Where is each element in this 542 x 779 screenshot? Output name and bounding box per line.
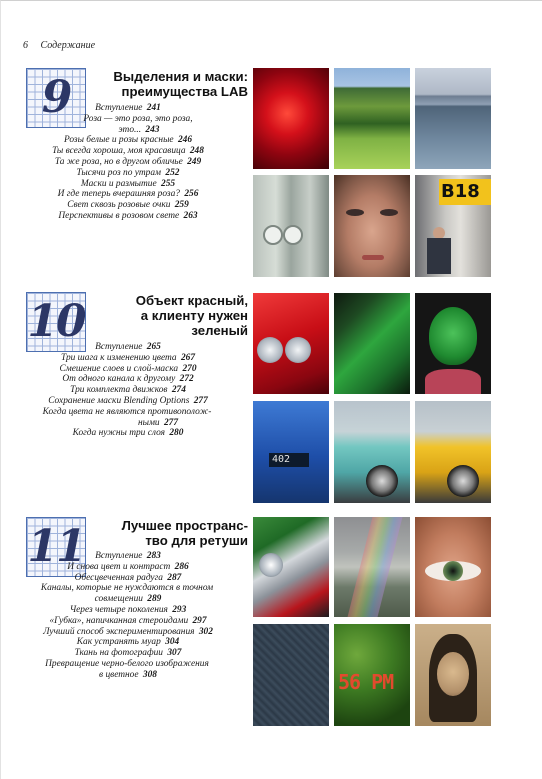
toc-list bbox=[10, 342, 246, 439]
photo-car-grille bbox=[253, 517, 329, 617]
chapter-title[interactable] bbox=[92, 293, 248, 338]
toc-entry[interactable]: Когда цвета не являются противополож- bbox=[42, 406, 212, 417]
toc-entry[interactable]: совмещении 289 bbox=[94, 594, 162, 605]
photo-airport-sign bbox=[415, 175, 491, 277]
toc-entry[interactable]: От одного канала к другому 272 bbox=[62, 374, 194, 385]
chapter-number: 9 bbox=[41, 72, 71, 123]
toc-entry[interactable]: И снова цвет и контраст 286 bbox=[67, 561, 189, 572]
toc-entry[interactable]: Вступление 283 bbox=[95, 551, 161, 561]
photo-red-rose bbox=[253, 68, 329, 169]
page-number: 6 bbox=[23, 40, 28, 51]
toc-entry[interactable]: Как устранять муар 304 bbox=[76, 637, 180, 648]
toc-list bbox=[10, 103, 246, 222]
chapter-title-line: Лучшее пространс- bbox=[121, 518, 248, 533]
chapter-title-line: преимущества LAB bbox=[121, 84, 248, 99]
chapter-title-line: Объект красный, bbox=[135, 293, 248, 308]
photo-green-face bbox=[415, 293, 491, 394]
toc-entry[interactable]: Маски и размытие 255 bbox=[80, 178, 176, 189]
toc-entry[interactable]: Ткань на фотографии 307 bbox=[74, 648, 182, 659]
toc-entry[interactable]: Вступление 241 bbox=[95, 103, 161, 113]
photo-clock-foliage bbox=[334, 624, 410, 726]
chapter-number: 11 bbox=[27, 521, 85, 572]
running-header bbox=[23, 40, 95, 51]
toc-entry[interactable]: Через четыре поколения 293 bbox=[69, 604, 187, 615]
toc-entry[interactable]: Вступление 265 bbox=[95, 342, 161, 352]
toc-entry[interactable]: Три комплекта движков 274 bbox=[70, 385, 186, 396]
toc-entry[interactable]: ными 277 bbox=[137, 417, 179, 428]
photo-woman-face bbox=[334, 175, 410, 277]
chapter-title-line: зеленый bbox=[191, 323, 248, 338]
toc-entry[interactable]: «Губка», напичканная стероидами 297 bbox=[49, 615, 207, 626]
toc-entry[interactable]: это... 243 bbox=[118, 124, 160, 135]
toc-entry[interactable]: Свет сквозь розовые очки 259 bbox=[67, 200, 189, 211]
toc-entry[interactable]: Каналы, которые не нуждаются в точном bbox=[40, 583, 214, 594]
toc-list bbox=[10, 551, 246, 681]
toc-entry[interactable]: Превращение черно-белого изображения bbox=[45, 658, 209, 669]
photo-teal-car bbox=[334, 401, 410, 503]
toc-entry[interactable]: Смешение слоев и слой-маска 270 bbox=[59, 363, 197, 374]
toc-entry[interactable]: Ты всегда хороша, моя красавица 248 bbox=[52, 146, 204, 157]
section-title: Содержание bbox=[40, 40, 96, 51]
toc-entry[interactable]: Тысячи роз по утрам 252 bbox=[76, 167, 180, 178]
toc-entry[interactable]: И где теперь вчерашняя роза? 256 bbox=[57, 189, 199, 200]
toc-entry[interactable]: в цветное 308 bbox=[99, 669, 157, 680]
toc-entry[interactable]: Когда нужны три слоя 280 bbox=[72, 428, 184, 439]
chapter-title-line: Выделения и маски: bbox=[113, 69, 248, 84]
photo-train-label: 402 bbox=[272, 454, 291, 465]
chapter-title[interactable] bbox=[92, 518, 248, 548]
toc-entry[interactable]: Перспективы в розовом свете 263 bbox=[58, 210, 198, 221]
chapter-title-line: тво для ретуши bbox=[145, 533, 248, 548]
photo-green-field bbox=[334, 68, 410, 169]
toc-entry[interactable]: Три шага к изменению цвета 267 bbox=[60, 352, 195, 363]
toc-entry[interactable]: Та же роза, но в другом обличье 249 bbox=[54, 156, 202, 167]
chapter-title-line: а клиенту нужен bbox=[140, 308, 248, 323]
photo-yellow-car bbox=[415, 401, 491, 503]
toc-entry[interactable]: Роза — это роза, это роза, bbox=[83, 113, 193, 124]
photo-green-dress bbox=[334, 293, 410, 394]
photo-fabric bbox=[253, 624, 329, 726]
photo-blue-train bbox=[253, 401, 329, 503]
chapter-number: 10 bbox=[27, 296, 85, 347]
photo-old-woman bbox=[415, 624, 491, 726]
photo-red-car bbox=[253, 293, 329, 394]
photo-harbor bbox=[415, 68, 491, 169]
photo-industrial bbox=[253, 175, 329, 277]
photo-sign-label: B18 bbox=[441, 181, 480, 202]
photo-eye-closeup bbox=[415, 517, 491, 617]
photo-faded-rainbow bbox=[334, 517, 410, 617]
toc-entry[interactable]: Сохранение маски Blending Options 277 bbox=[48, 395, 208, 406]
chapter-title[interactable] bbox=[92, 69, 248, 99]
toc-entry[interactable]: Лучший способ экспериментирования 302 bbox=[43, 626, 213, 637]
toc-entry[interactable]: Обесцвеченная радуга 287 bbox=[74, 572, 182, 583]
photo-clock-label: 56 PM bbox=[338, 670, 394, 694]
toc-entry[interactable]: Розы белые и розы красные 246 bbox=[63, 135, 192, 146]
